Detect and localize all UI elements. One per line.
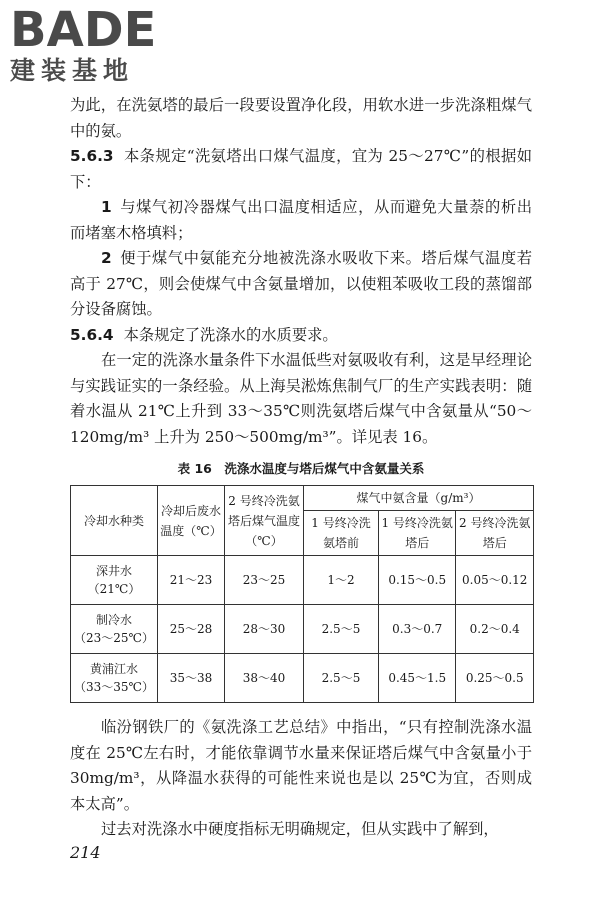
- water-type-range: （33～35℃）: [74, 680, 154, 694]
- section-number: 5.6.4: [70, 325, 114, 344]
- cell-water-type: [71, 556, 158, 605]
- publisher-logo: [10, 2, 157, 86]
- header-waste-water-temp: 冷却后废水温度（℃）: [158, 486, 225, 556]
- header-tower1-after: 1 号终冷洗氨塔后: [378, 511, 456, 556]
- cell-gas-temp: 28～30: [225, 605, 304, 654]
- cell-water-type: [71, 605, 158, 654]
- section-text: 本条规定了洗涤水的水质要求。: [123, 325, 338, 344]
- paragraph-hardness: 过去对洗涤水中硬度指标无明确规定，但从实践中了解到，: [101, 820, 499, 838]
- water-type-name: 黄浦江水: [89, 662, 138, 676]
- section-number: 5.6.3: [70, 147, 114, 165]
- page-body: [70, 93, 532, 843]
- water-type-range: （23～25℃）: [74, 631, 154, 645]
- data-table: [70, 485, 534, 703]
- page-number: 214: [70, 843, 101, 862]
- paragraph-linfen-summary: 临汾钢铁厂的《氨洗涤工艺总结》中指出，“只有控制洗涤水温度在 25℃左右时，才能依靠调节水量来保证塔后煤气中含氨量小于 30mg/m³，从降温水获得的可能性来说也是以 25℃为宜，否则成本太高”。: [70, 718, 532, 813]
- table-row: [71, 654, 534, 703]
- table-row: [71, 556, 534, 605]
- table-row: [71, 605, 534, 654]
- header-gas-temp: 2 号终冷洗氨塔后煤气温度（℃）: [225, 486, 304, 556]
- logo-wordmark: BADE: [10, 2, 157, 58]
- list-item-1: [70, 195, 532, 246]
- cell-waste-temp: 21～23: [158, 556, 225, 605]
- cell-tower1-after: 0.15～0.5: [378, 556, 456, 605]
- water-type-name: 制冷水: [95, 613, 132, 627]
- paragraph-intro: 为此，在洗氨塔的最后一段要设置净化段，用软水进一步洗涤粗煤气中的氨。: [70, 96, 532, 140]
- header-ammonia-content: 煤气中氨含量（g/m³）: [304, 486, 534, 511]
- cell-gas-temp: 38～40: [225, 654, 304, 703]
- cell-tower1-after: 0.45～1.5: [378, 654, 456, 703]
- section-5-6-3: [70, 144, 532, 195]
- header-tower2-after: 2 号终冷洗氨塔后: [456, 511, 534, 556]
- list-item-number: 1: [101, 198, 112, 216]
- list-item-number: 2: [101, 249, 112, 267]
- cell-tower1-before: 2.5～5: [304, 654, 379, 703]
- table-header-row: [71, 486, 534, 511]
- table-title: 表 16 洗涤水温度与塔后煤气中含氨量关系: [177, 461, 425, 476]
- water-type-range: （21℃）: [87, 582, 141, 596]
- paragraph-water-temperature: 在一定的洗涤水量条件下水温低些对氨吸收有利，这是早经理论与实践证实的一条经验。从上海吴淞炼焦制气厂的生产实践表明：随着水温从 21℃上升到 33～35℃则洗氨塔后煤气中含氨量从“50～120mg/m³ 上升为 250～500mg/m³”。详见表 16。: [70, 351, 532, 446]
- list-item-text: 便于煤气中氨能充分地被洗涤水吸收下来。塔后煤气温度若高于 27℃，则会使煤气中含氨量增加，以使粗苯吸收工段的蒸馏部分设备腐蚀。: [70, 249, 532, 318]
- header-tower1-before: 1 号终冷洗氨塔前: [304, 511, 379, 556]
- cell-water-type: [71, 654, 158, 703]
- list-item-2: [70, 246, 532, 323]
- logo-subtitle: 建装基地: [10, 56, 135, 85]
- cell-tower1-after: 0.3～0.7: [378, 605, 456, 654]
- cell-tower2-after: 0.05～0.12: [456, 556, 534, 605]
- water-type-name: 深井水: [95, 564, 132, 578]
- section-5-6-4: [70, 323, 532, 349]
- cell-tower1-before: 2.5～5: [304, 605, 379, 654]
- section-text: 本条规定“洗氨塔出口煤气温度，宜为 25～27℃”的根据如下：: [70, 147, 532, 191]
- cell-tower2-after: 0.25～0.5: [456, 654, 534, 703]
- cell-tower2-after: 0.2～0.4: [456, 605, 534, 654]
- cell-waste-temp: 35～38: [158, 654, 225, 703]
- cell-waste-temp: 25～28: [158, 605, 225, 654]
- cell-gas-temp: 23～25: [225, 556, 304, 605]
- header-cooling-water-type: 冷却水种类: [71, 486, 158, 556]
- list-item-text: 与煤气初冷器煤气出口温度相适应，从而避免大量萘的析出而堵塞木格填料；: [70, 198, 532, 242]
- cell-tower1-before: 1～2: [304, 556, 379, 605]
